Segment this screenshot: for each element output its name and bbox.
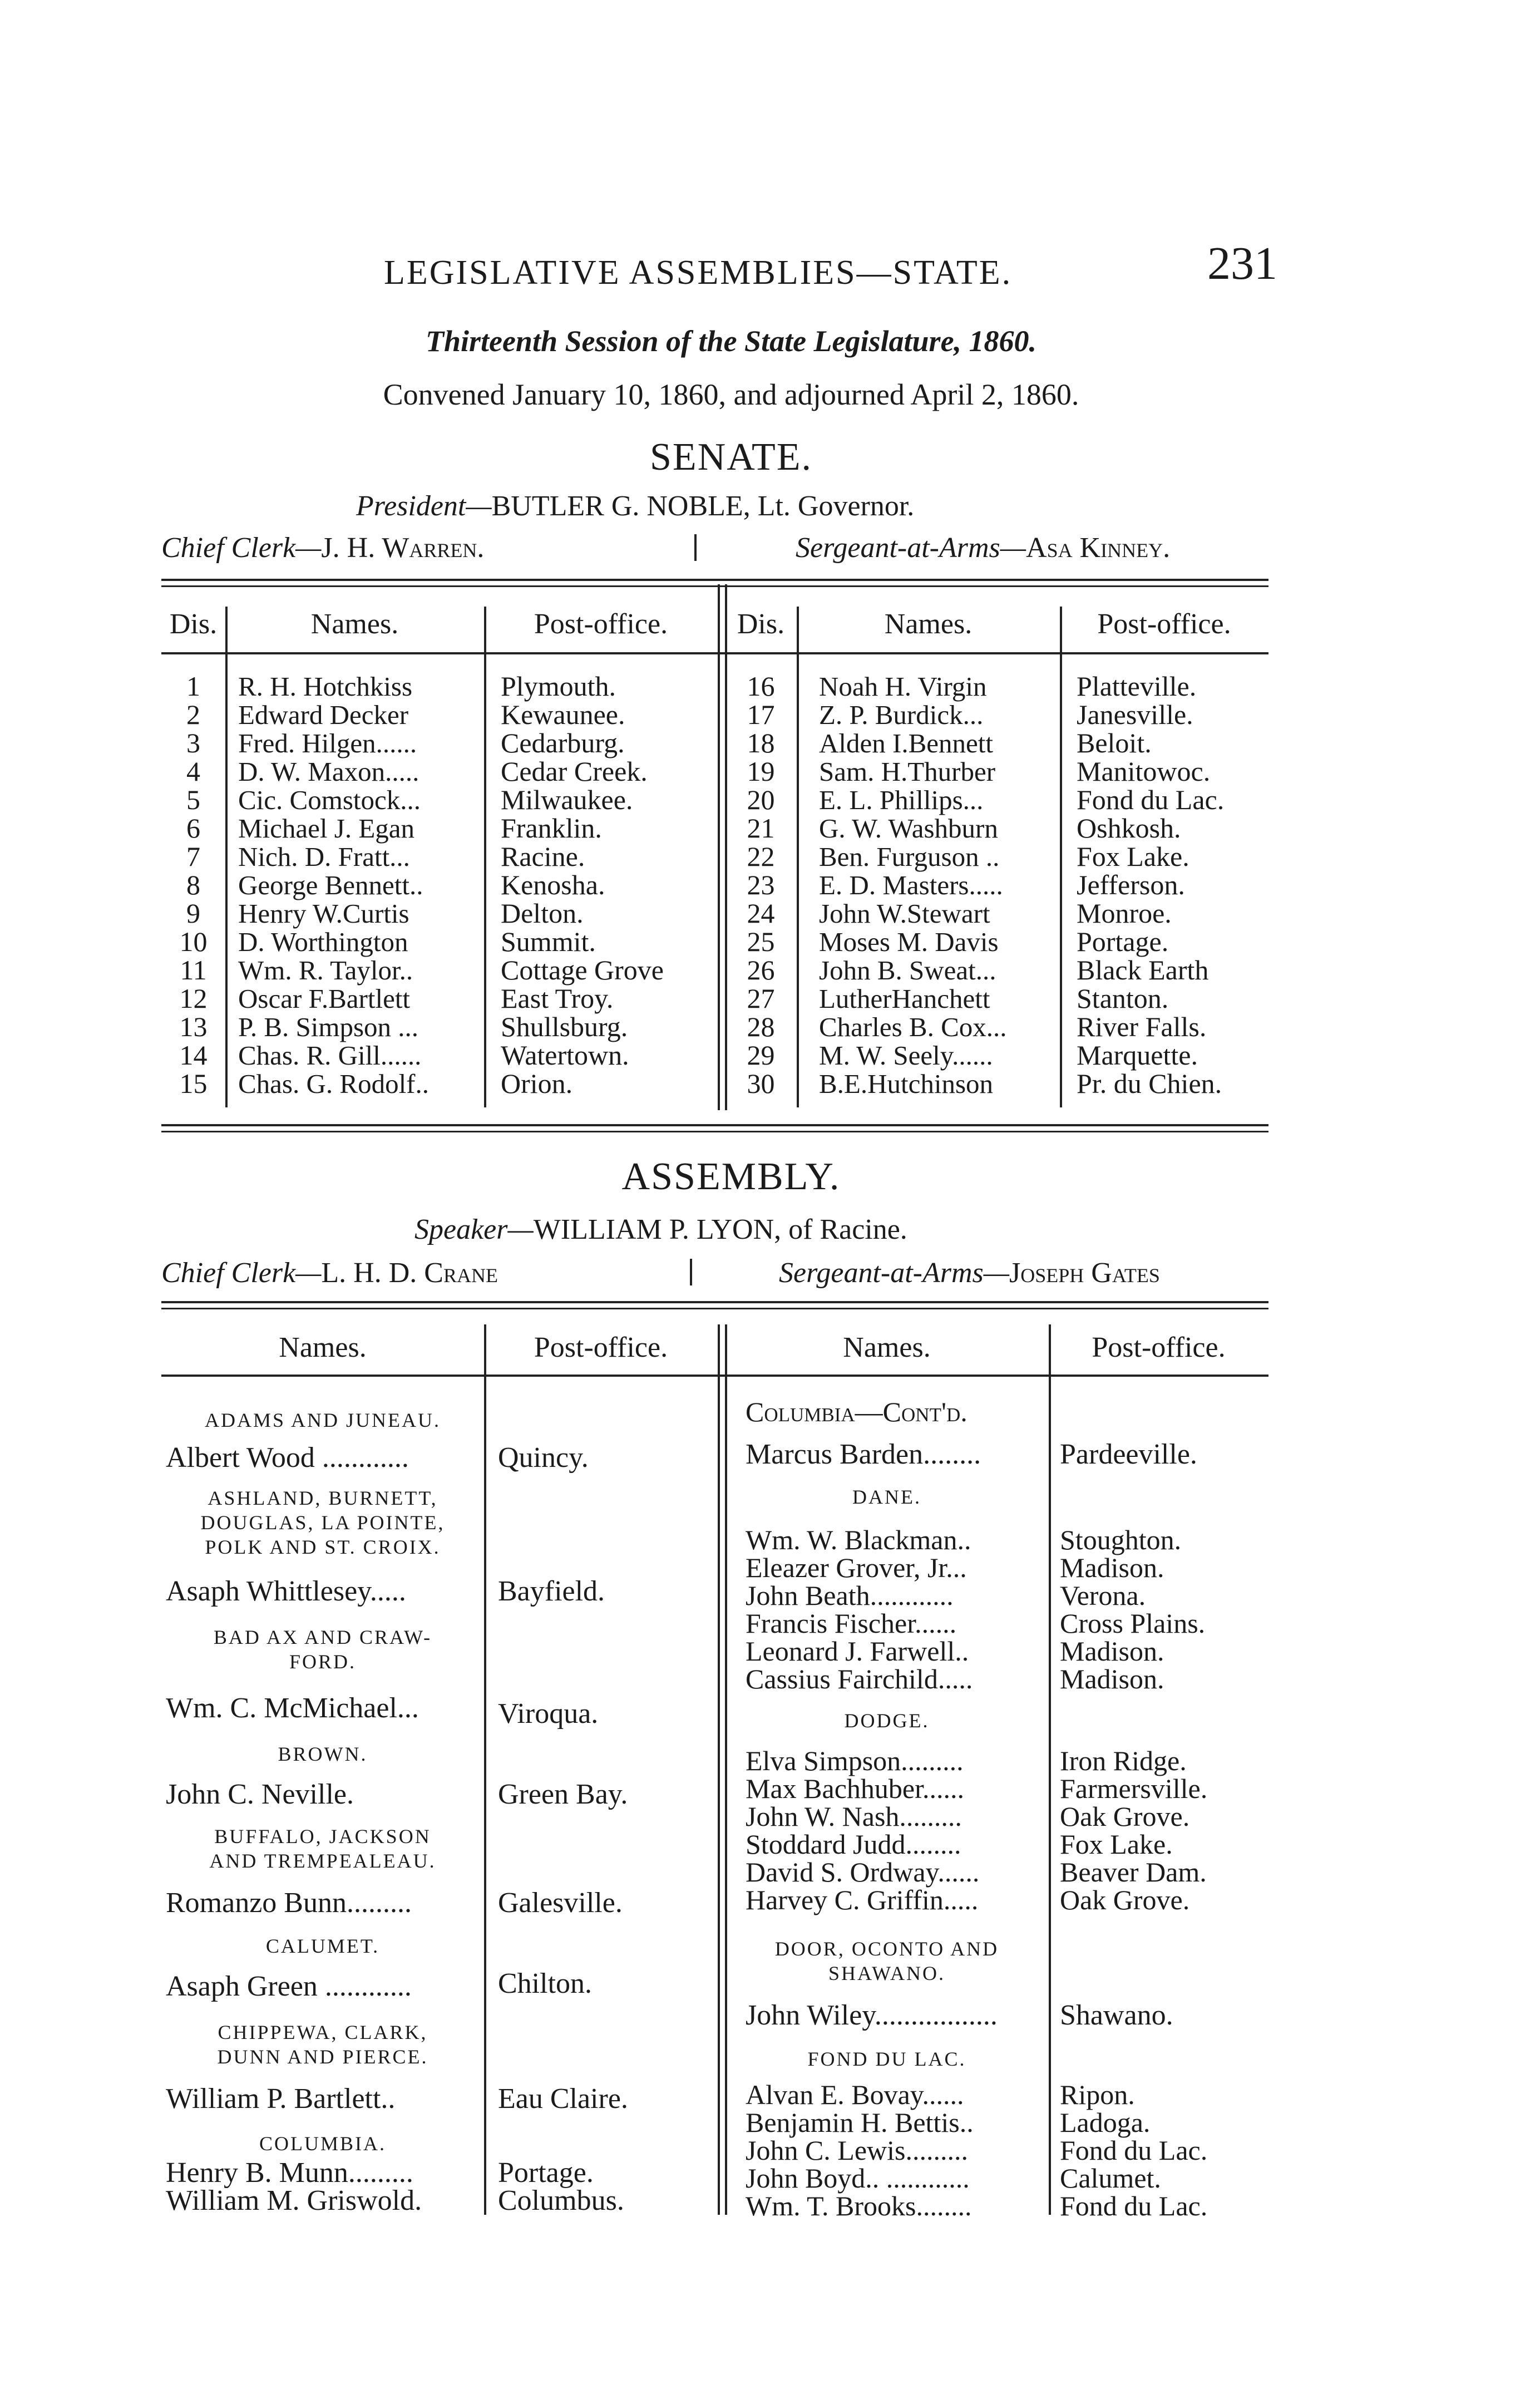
district-number: 10 <box>179 926 208 957</box>
senator-name: D. W. Maxon..... <box>238 756 419 787</box>
assembly-chief-clerk-label: Chief Clerk— <box>161 1257 322 1289</box>
member-name: Cassius Fairchild..... <box>746 1663 973 1694</box>
county-heading: FORD. <box>289 1651 357 1673</box>
senator-post-office: Portage. <box>1077 926 1169 957</box>
assembly-col-divider-1 <box>484 1324 486 2215</box>
senate-sergeant <box>796 531 1170 564</box>
district-number: 14 <box>179 1040 208 1071</box>
senate-heading: SENATE. <box>649 436 813 479</box>
county-heading: DANE. <box>852 1486 921 1508</box>
senator-name: Charles B. Cox... <box>819 1012 1007 1042</box>
senator-post-office: River Falls. <box>1077 1011 1207 1042</box>
member-post-office: Verona. <box>1060 1580 1146 1611</box>
district-number: 17 <box>747 699 775 730</box>
senator-post-office: Shullsburg. <box>501 1011 628 1042</box>
member-name: Eleazer Grover, Jr... <box>746 1552 967 1583</box>
member-name: Stoddard Judd........ <box>746 1829 961 1860</box>
district-number: 11 <box>180 954 207 986</box>
session-title: Thirteenth Session of the State Legislature, 1860. <box>425 324 1037 358</box>
senator-post-office: Franklin. <box>501 812 602 844</box>
county-heading: BROWN. <box>278 1743 368 1765</box>
senate-col-dis: Dis. <box>169 608 218 640</box>
member-name: John Boyd.. ............ <box>746 2162 970 2194</box>
senate-col-po-right: Post-office. <box>1097 608 1231 640</box>
senator-post-office: Milwaukee. <box>501 784 633 815</box>
senator-name: Edward Decker <box>238 699 409 730</box>
senator-post-office: Platteville. <box>1077 671 1197 702</box>
member-name: Wm. C. McMichael... <box>166 1692 419 1724</box>
district-number: 2 <box>186 699 200 730</box>
senator-name: Michael J. Egan <box>238 813 415 844</box>
senator-post-office: Fond du Lac. <box>1077 784 1225 815</box>
district-number: 20 <box>747 784 775 815</box>
member-post-office: Iron Ridge. <box>1060 1745 1187 1776</box>
senator-name: Chas. R. Gill...... <box>238 1040 422 1071</box>
member-post-office: Fox Lake. <box>1060 1829 1173 1860</box>
county-heading: COLUMBIA. <box>259 2132 386 2155</box>
senator-post-office: Kewaunee. <box>501 699 625 730</box>
assembly-col-divider-3 <box>1049 1324 1051 2215</box>
running-head: LEGISLATIVE ASSEMBLIES—STATE. <box>384 254 1013 292</box>
member-post-office: Madison. <box>1060 1552 1164 1583</box>
senator-name: Noah H. Virgin <box>819 671 987 702</box>
senator-post-office: Jefferson. <box>1077 869 1185 900</box>
senator-name: LutherHanchett <box>819 983 990 1014</box>
senate-chief-clerk <box>161 531 484 564</box>
member-post-office: Pardeeville. <box>1060 1439 1197 1470</box>
member-post-office: Viroqua. <box>498 1698 599 1730</box>
senator-post-office: Delton. <box>501 898 584 929</box>
senator-post-office: Watertown. <box>501 1040 629 1071</box>
member-post-office: Ripon. <box>1060 2079 1135 2110</box>
senator-name: E. D. Masters..... <box>819 870 1003 900</box>
senator-name: Nich. D. Fratt... <box>238 841 410 872</box>
senator-post-office: Pr. du Chien. <box>1077 1068 1222 1099</box>
senate-header-rule <box>161 652 1268 654</box>
member-post-office: Stoughton. <box>1060 1524 1182 1555</box>
senator-post-office: Beloit. <box>1077 727 1152 758</box>
district-number: 3 <box>186 727 200 758</box>
assembly-chief-clerk-name: L. H. D. Crane <box>321 1257 498 1289</box>
member-post-office: Portage. <box>498 2157 594 2189</box>
senator-post-office: Orion. <box>501 1068 573 1099</box>
member-post-office: Fond du Lac. <box>1060 2135 1208 2166</box>
county-heading: POLK AND ST. CROIX. <box>205 1536 441 1558</box>
district-number: 6 <box>186 812 200 844</box>
senate-col-divider-1 <box>225 607 228 1107</box>
senator-name: D. Worthington <box>238 927 408 957</box>
senate-bottom-rule-2 <box>161 1131 1268 1132</box>
district-number: 1 <box>186 671 200 702</box>
chief-clerk-name: J. H. Warren. <box>321 532 485 564</box>
county-heading: DUNN AND PIERCE. <box>217 2046 428 2068</box>
chief-clerk-label: Chief Clerk— <box>161 532 322 564</box>
assembly-col-divider-2 <box>718 1324 720 2215</box>
member-name: John C. Lewis......... <box>746 2135 968 2166</box>
senator-post-office: Racine. <box>501 841 585 872</box>
assembly-sergeant-name: Joseph Gates <box>1009 1257 1160 1289</box>
senator-name: P. B. Simpson ... <box>238 1012 419 1042</box>
senator-name: M. W. Seely...... <box>819 1040 993 1071</box>
member-post-office: Columbus. <box>498 2185 624 2216</box>
senator-post-office: Fox Lake. <box>1077 841 1189 872</box>
member-name: John C. Neville. <box>166 1779 354 1810</box>
member-post-office: Ladoga. <box>1060 2107 1151 2138</box>
senate-col-divider-2 <box>484 607 486 1107</box>
senator-post-office: Stanton. <box>1077 983 1169 1014</box>
district-number: 5 <box>186 784 200 815</box>
senator-name: Fred. Hilgen...... <box>238 728 417 758</box>
member-post-office: Oak Grove. <box>1060 1884 1190 1915</box>
senate-col-po: Post-office. <box>534 608 668 640</box>
district-number: 4 <box>186 756 200 787</box>
senator-name: Chas. G. Rodolf.. <box>238 1068 429 1099</box>
assembly-sergeant <box>779 1257 1160 1289</box>
member-name: Alvan E. Bovay...... <box>746 2079 964 2110</box>
member-name: William M. Griswold. <box>166 2185 422 2216</box>
member-name: Romanzo Bunn......... <box>166 1887 412 1919</box>
senate-col-divider-3 <box>718 584 720 1110</box>
senator-name: John W.Stewart <box>819 898 990 929</box>
senator-post-office: Cedarburg. <box>501 727 625 758</box>
district-number: 21 <box>747 812 775 844</box>
member-name: Harvey C. Griffin..... <box>746 1884 979 1915</box>
senate-col-divider-5 <box>1060 607 1062 1107</box>
member-name: Asaph Whittlesey..... <box>166 1575 406 1607</box>
member-post-office: Farmersville. <box>1060 1773 1208 1804</box>
senator-name: Z. P. Burdick... <box>819 699 984 730</box>
senate-col-dis-right: Dis. <box>737 608 785 640</box>
senator-post-office: Manitowoc. <box>1077 756 1211 787</box>
senator-post-office: Kenosha. <box>501 869 605 900</box>
district-number: 22 <box>747 841 775 872</box>
assembly-speaker <box>414 1213 907 1246</box>
county-heading: FOND DU LAC. <box>807 2048 966 2070</box>
member-post-office: Beaver Dam. <box>1060 1856 1207 1888</box>
senator-name: Moses M. Davis <box>819 927 999 957</box>
assembly-col-names-right: Names. <box>843 1332 931 1363</box>
senate-col-divider-4 <box>797 607 799 1107</box>
member-post-office: Calumet. <box>1060 2162 1161 2194</box>
district-number: 29 <box>747 1040 775 1071</box>
member-name: John Wiley................. <box>746 1999 998 2031</box>
senator-name: Alden I.Bennett <box>819 728 993 758</box>
president-name: BUTLER G. NOBLE, Lt. Governor. <box>491 490 915 522</box>
senator-name: Henry W.Curtis <box>238 898 409 929</box>
district-number: 15 <box>179 1068 208 1099</box>
senator-name: E. L. Phillips... <box>819 785 984 815</box>
member-post-office: Eau Claire. <box>498 2083 628 2115</box>
county-heading: SHAWANO. <box>828 1962 946 1984</box>
member-post-office: Quincy. <box>498 1442 589 1474</box>
member-name: William P. Bartlett.. <box>166 2083 396 2115</box>
senate-top-rule <box>161 579 1268 581</box>
senate-bottom-rule <box>161 1124 1268 1126</box>
member-name: Henry B. Munn......... <box>166 2157 413 2189</box>
sergeant-name: Asa Kinney. <box>1026 532 1171 564</box>
page-number: 231 <box>1207 238 1277 289</box>
district-number: 28 <box>747 1011 775 1042</box>
senate-president <box>356 490 914 523</box>
assembly-col-divider-2b <box>725 1324 727 2215</box>
speaker-name: WILLIAM P. LYON, of Racine. <box>533 1214 907 1245</box>
district-number: 24 <box>747 898 775 929</box>
district-number: 12 <box>179 983 208 1014</box>
senator-name: Wm. R. Taylor.. <box>238 955 413 986</box>
district-number: 27 <box>747 983 775 1014</box>
assembly-header-rule <box>161 1375 1268 1377</box>
senate-col-names-right: Names. <box>884 608 973 640</box>
member-name: David S. Ordway...... <box>746 1856 980 1888</box>
county-heading: DOOR, OCONTO AND <box>774 1938 999 1960</box>
assembly-sergeant-label: Sergeant-at-Arms— <box>779 1257 1010 1289</box>
senator-name: R. H. Hotchkiss <box>238 671 413 702</box>
senator-name: Sam. H.Thurber <box>819 756 996 787</box>
assembly-officer-divider <box>690 1259 692 1285</box>
county-heading: CALUMET. <box>265 1935 380 1957</box>
member-post-office: Cross Plains. <box>1060 1608 1206 1639</box>
senator-name: Ben. Furguson .. <box>819 841 1000 872</box>
district-number: 23 <box>747 869 775 900</box>
member-name: John Beath............ <box>746 1580 954 1611</box>
member-post-office: Bayfield. <box>498 1575 605 1607</box>
sergeant-label: Sergeant-at-Arms— <box>796 532 1026 564</box>
district-number: 9 <box>186 898 200 929</box>
member-name: Wm. T. Brooks........ <box>746 2190 972 2221</box>
senate-top-rule-2 <box>161 585 1268 587</box>
district-number: 16 <box>747 671 775 702</box>
senator-name: B.E.Hutchinson <box>819 1068 994 1099</box>
district-number: 19 <box>747 756 775 787</box>
member-post-office: Green Bay. <box>498 1779 628 1810</box>
assembly-top-rule <box>161 1301 1268 1303</box>
county-heading: ASHLAND, BURNETT, <box>208 1487 438 1509</box>
district-number: 30 <box>747 1068 775 1099</box>
county-heading: DOUGLAS, LA POINTE, <box>200 1511 445 1534</box>
district-number: 8 <box>186 869 200 900</box>
member-name: John W. Nash......... <box>746 1801 962 1832</box>
senate-col-names: Names. <box>310 608 399 640</box>
district-number: 13 <box>179 1011 208 1042</box>
member-post-office: Madison. <box>1060 1635 1164 1667</box>
member-post-office: Oak Grove. <box>1060 1801 1190 1832</box>
member-post-office: Galesville. <box>498 1887 623 1919</box>
member-name: Albert Wood ............ <box>166 1442 409 1474</box>
senator-name: George Bennett.. <box>238 870 423 900</box>
senator-post-office: Cedar Creek. <box>501 756 648 787</box>
county-heading: ADAMS AND JUNEAU. <box>204 1409 441 1431</box>
assembly-col-names: Names. <box>279 1332 367 1363</box>
member-post-office: Madison. <box>1060 1663 1164 1694</box>
county-heading: BAD AX AND CRAW- <box>213 1626 432 1648</box>
senator-name: Cic. Comstock... <box>238 785 421 815</box>
assembly-chief-clerk <box>161 1257 498 1289</box>
senator-name: Oscar F.Bartlett <box>238 983 411 1014</box>
member-name: Francis Fischer...... <box>746 1608 957 1639</box>
member-name: Marcus Barden........ <box>746 1439 981 1470</box>
assembly-heading: ASSEMBLY. <box>621 1155 841 1198</box>
member-name: Wm. W. Blackman.. <box>746 1524 971 1555</box>
district-number: 26 <box>747 954 775 986</box>
senator-post-office: East Troy. <box>501 983 614 1014</box>
assembly-top-rule-2 <box>161 1308 1268 1309</box>
president-label: President— <box>356 490 492 522</box>
senator-post-office: Oshkosh. <box>1077 812 1181 844</box>
speaker-label: Speaker— <box>414 1214 534 1245</box>
assembly-col-po: Post-office. <box>534 1332 668 1363</box>
senator-post-office: Cottage Grove <box>501 954 664 986</box>
county-heading: AND TREMPEALEAU. <box>209 1850 436 1872</box>
member-name: Asaph Green ............ <box>166 1971 412 2002</box>
member-post-office: Chilton. <box>498 1968 593 1999</box>
senator-post-office: Janesville. <box>1077 699 1193 730</box>
senator-name: John B. Sweat... <box>819 955 996 986</box>
member-name: Leonard J. Farwell.. <box>746 1635 969 1667</box>
member-post-office: Fond du Lac. <box>1060 2190 1208 2221</box>
senator-post-office: Black Earth <box>1077 954 1209 986</box>
assembly-col-po-right: Post-office. <box>1092 1332 1226 1363</box>
district-number: 7 <box>186 841 200 872</box>
member-name: Elva Simpson......... <box>746 1745 964 1776</box>
senator-name: G. W. Washburn <box>819 813 998 844</box>
county-heading: Columbia—Cont'd. <box>746 1396 968 1427</box>
senator-post-office: Marquette. <box>1077 1040 1198 1071</box>
member-name: Benjamin H. Bettis.. <box>746 2107 974 2138</box>
county-heading: BUFFALO, JACKSON <box>214 1825 431 1848</box>
senator-post-office: Plymouth. <box>501 671 616 702</box>
member-post-office: Shawano. <box>1060 1999 1173 2031</box>
senator-post-office: Monroe. <box>1077 898 1172 929</box>
session-dates: Convened January 10, 1860, and adjourned April 2, 1860. <box>383 378 1079 411</box>
member-name: Max Bachhuber...... <box>746 1773 964 1804</box>
officer-divider <box>694 534 697 561</box>
county-heading: CHIPPEWA, CLARK, <box>218 2021 428 2043</box>
senator-post-office: Summit. <box>501 926 596 957</box>
district-number: 18 <box>747 727 775 758</box>
district-number: 25 <box>747 926 775 957</box>
county-heading: DODGE. <box>844 1710 930 1732</box>
